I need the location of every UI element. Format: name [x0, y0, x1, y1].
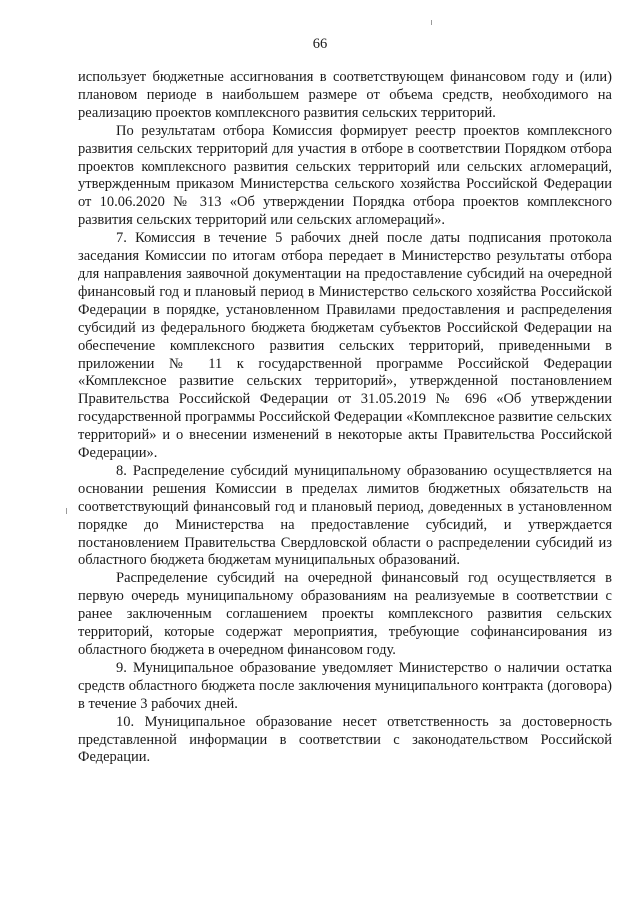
scan-mark-left	[66, 508, 67, 514]
paragraph-item-8: 8. Распределение субсидий муниципальному образованию осуществляется на основании решения Комиссии в пределах лимитов бюджетных обязательств на соответствующий финансовый год и плановый период, доведенных в установленном порядке до Министерства на предоставление субсидий, и утверждается постановлением Правительства Свердловской области о распределении субсидий из областного бюджета бюджетам муниципальных образований.	[78, 462, 612, 569]
paragraph-item-10: 10. Муниципальное образование несет ответственность за достоверность представленной информации в соответствии с законодательством Российской Федерации.	[78, 713, 612, 766]
paragraph-registry: По результатам отбора Комиссия формирует реестр проектов комплексного развития сельских территорий для участия в отборе в соответствии Порядком отбора проектов комплексного развития сельских территорий или сельских агломераций, утвержденным приказом Министерства сельского хозяйства Российской Федерации от 10.06.2020 № 313 «Об утверждении Порядка отбора проектов комплексного развития сельских территорий или сельских агломераций».	[78, 122, 612, 229]
paragraph-item-7: 7. Комиссия в течение 5 рабочих дней после даты подписания протокола заседания Комиссии по итогам отбора передает в Министерство результаты отбора для направления заявочной документации на предоставление субсидий на очередной финансовый год и плановый период в Министерство сельского хозяйства Российской Федерации в порядке, установленном Правилами предоставления и распределения субсидий из федерального бюджета бюджетам субъектов Российской Федерации на обеспечение комплексного развития сельских территорий, приведенными в приложении № 11 к государственной программе Российской Федерации «Комплексное развитие сельских территорий», утвержденной постановлением Правительства Российской Федерации от 31.05.2019 № 696 «Об утверждении государственной программы Российской Федерации «Комплексное развитие сельских территорий» и о внесении изменений в некоторые акты Правительства Российской Федерации».	[78, 230, 612, 462]
document-body	[78, 69, 612, 767]
scan-mark-top-right	[431, 20, 432, 25]
paragraph-item-9: 9. Муниципальное образование уведомляет Министерство о наличии остатка средств областного бюджета после заключения муниципального контракта (договора) в течение 3 рабочих дней.	[78, 659, 612, 712]
paragraph-continuation: использует бюджетные ассигнования в соответствующем финансовом году и (или) плановом периоде в наибольшем размере от объема средств, необходимого на реализацию проектов комплексного развития сельских территорий.	[78, 69, 612, 121]
page-number: 66	[312, 36, 328, 52]
paragraph-distribution: Распределение субсидий на очередной финансовый год осуществляется в первую очередь муниципальному образованиям на реализуемые в соответствии с ранее заключенным соглашением проекты комплексного развития сельских территорий, которые содержат мероприятия, требующие софинансирования из областного бюджета в очередном финансовом году.	[78, 570, 612, 658]
